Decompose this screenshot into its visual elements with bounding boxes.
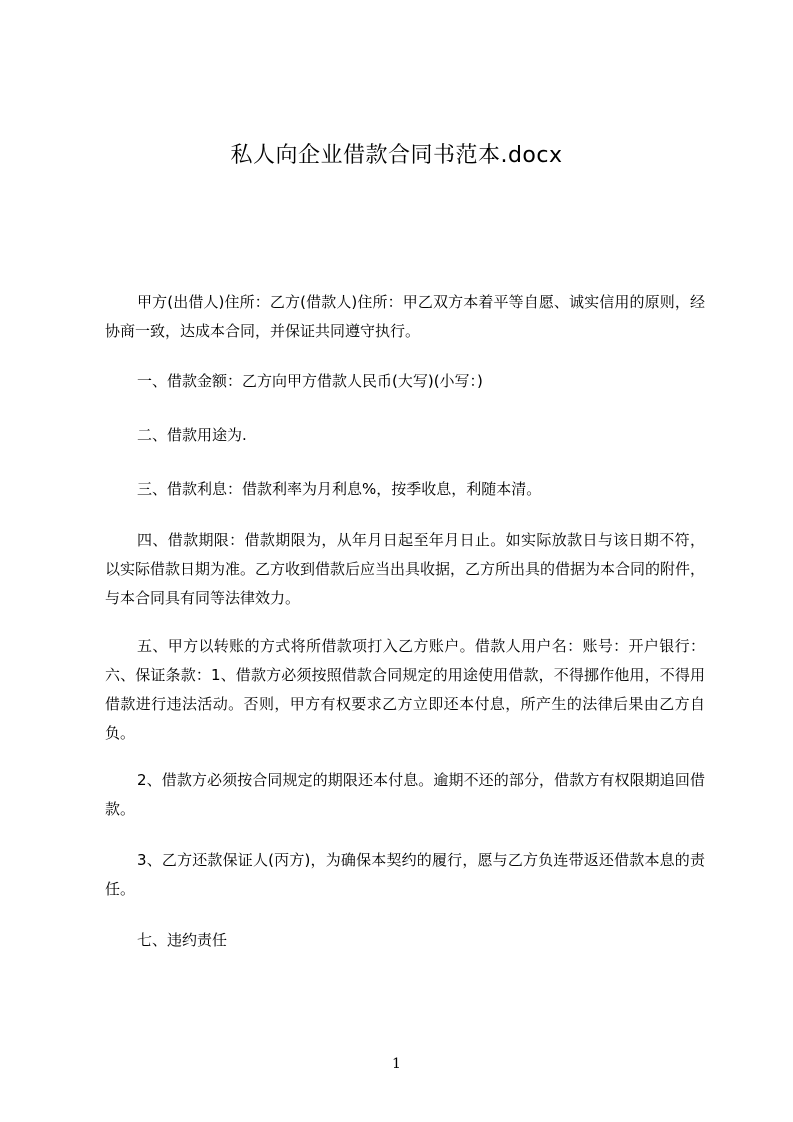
paragraph-parties: 甲方(出借人)住所：乙方(借款人)住所：甲乙双方本着平等自愿、诚实信用的原则，经协商一致，达成本合同，并保证共同遵守执行。 <box>105 293 705 340</box>
document-title: 私人向企业借款合同书范本.docx <box>230 143 563 168</box>
paragraph-loan-purpose: 二、借款用途为. <box>137 426 247 444</box>
paragraph-guarantor: 3、乙方还款保证人(丙方)，为确保本契约的履行，愿与乙方负连带返还借款本息的责任。 <box>105 851 705 898</box>
page-number: 1 <box>392 1056 401 1072</box>
paragraph-transfer-guarantee: 五、甲方以转账的方式将所借款项打入乙方账户。借款人用户名：账号：开户银行：六、保证条款：1、借款方必须按照借款合同规定的用途使用借款，不得挪作他用，不得用借款进行违法活动。否则，甲方有权要求乙方立即还本付息，所产生的法律后果由乙方自负。 <box>105 637 705 742</box>
paragraph-loan-amount: 一、借款金额：乙方向甲方借款人民币(大写)(小写：) <box>137 372 483 390</box>
paragraph-breach: 七、违约责任 <box>137 931 228 949</box>
paragraph-repayment-term: 2、借款方必须按合同规定的期限还本付息。逾期不还的部分，借款方有权限期追回借款。 <box>105 771 705 818</box>
paragraph-interest: 三、借款利息：借款利率为月利息%，按季收息，利随本清。 <box>137 480 542 498</box>
paragraph-loan-term: 四、借款期限：借款期限为，从年月日起至年月日止。如实际放款日与该日期不符，以实际借款日期为准。乙方收到借款后应当出具收据，乙方所出具的借据为本合同的附件，与本合同具有同等法律效力。 <box>105 531 705 607</box>
